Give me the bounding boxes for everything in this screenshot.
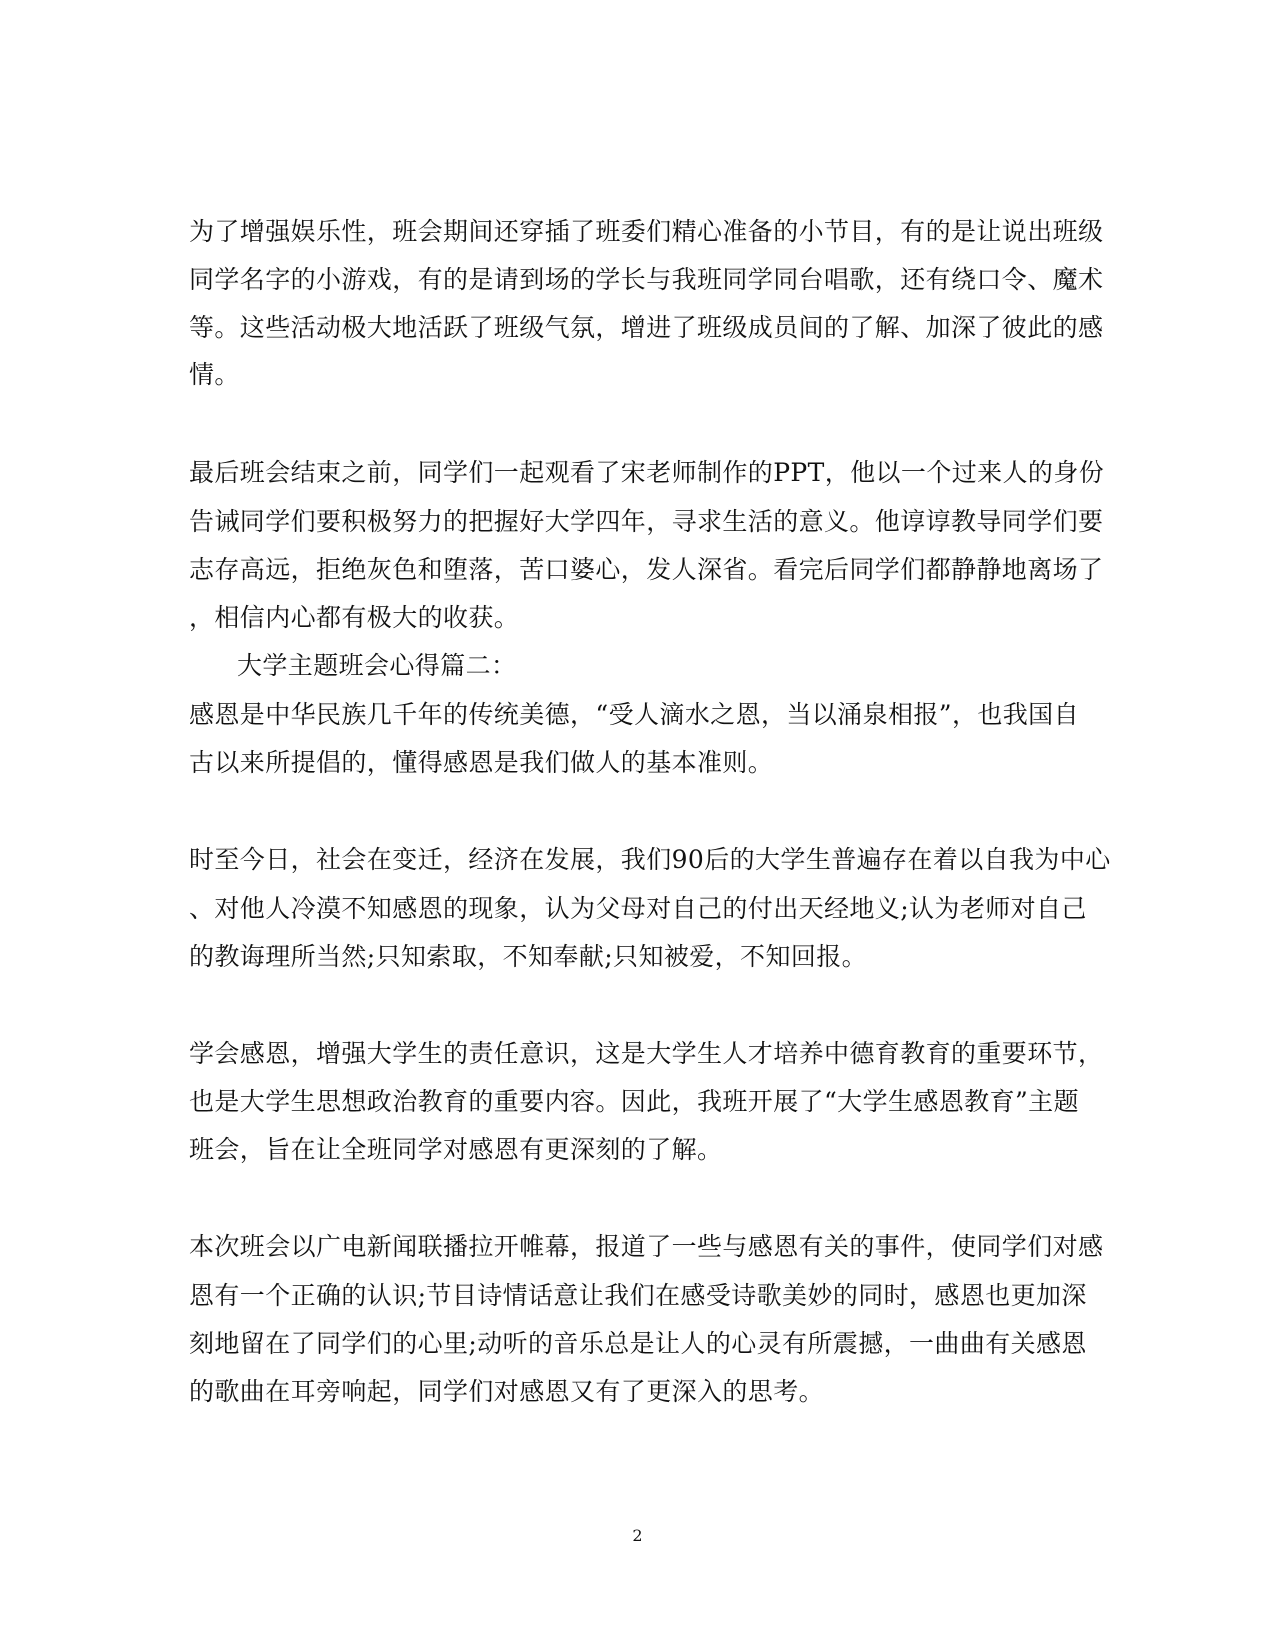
body-text-line: 情。 — [189, 360, 240, 389]
body-text-line: 最后班会结束之前，同学们一起观看了宋老师制作的PPT，他以一个过来人的身份 — [189, 458, 1105, 487]
body-text-line: 也是大学生思想政治教育的重要内容。因此，我班开展了“大学生感恩教育”主题 — [189, 1087, 1079, 1116]
body-text-line: 、对他人冷漠不知感恩的现象，认为父母对自己的付出天经地义;认为老师对自己 — [189, 894, 1087, 923]
section-heading: 大学主题班会心得篇二： — [237, 651, 517, 680]
body-text-line: 的歌曲在耳旁响起，同学们对感恩又有了更深入的思考。 — [189, 1377, 825, 1406]
body-text-line: 同学名字的小游戏，有的是请到场的学长与我班同学同台唱歌，还有绕口令、魔术 — [189, 265, 1104, 294]
page-number: 2 — [632, 1526, 643, 1545]
body-text-line: 感恩是中华民族几千年的传统美德，“受人滴水之恩，当以涌泉相报”，也我国自 — [189, 700, 1079, 729]
body-text-line: 本次班会以广电新闻联播拉开帷幕，报道了一些与感恩有关的事件，使同学们对感 — [189, 1232, 1104, 1261]
body-text-line: 告诫同学们要积极努力的把握好大学四年，寻求生活的意义。他谆谆教导同学们要 — [189, 507, 1104, 536]
body-text-line: ，相信内心都有极大的收获。 — [189, 603, 520, 632]
body-text-line: 为了增强娱乐性，班会期间还穿插了班委们精心准备的小节目，有的是让说出班级 — [189, 217, 1104, 246]
body-text-line: 刻地留在了同学们的心里;动听的音乐总是让人的心灵有所震撼，一曲曲有关感恩 — [189, 1329, 1087, 1358]
body-text-line: 学会感恩，增强大学生的责任意识，这是大学生人才培养中德育教育的重要环节， — [189, 1039, 1104, 1068]
body-text-line: 古以来所提倡的，懂得感恩是我们做人的基本准则。 — [189, 748, 774, 777]
body-text-line: 的教诲理所当然;只知索取，不知奉献;只知被爱，不知回报。 — [189, 942, 868, 971]
body-text-line: 恩有一个正确的认识;节目诗情话意让我们在感受诗歌美妙的同时，感恩也更加深 — [189, 1281, 1087, 1310]
body-text-line: 等。这些活动极大地活跃了班级气氛，增进了班级成员间的了解、加深了彼此的感 — [189, 313, 1104, 342]
body-text-line: 时至今日，社会在变迁，经济在发展，我们90后的大学生普遍存在着以自我为中心 — [189, 845, 1111, 874]
body-text-line: 志存高远，拒绝灰色和堕落，苦口婆心，发人深省。看完后同学们都静静地离场了 — [189, 555, 1104, 584]
body-text-line: 班会，旨在让全班同学对感恩有更深刻的了解。 — [189, 1135, 723, 1164]
